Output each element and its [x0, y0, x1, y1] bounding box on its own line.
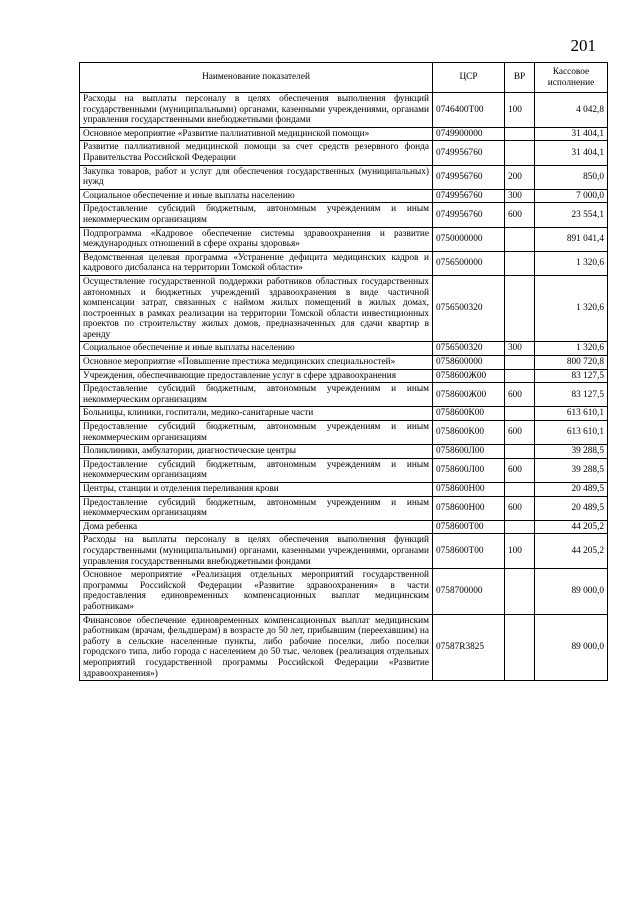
row-amount-cell: 891 041,4 [535, 227, 608, 251]
row-amount-cell: 89 000,0 [535, 569, 608, 614]
row-name-cell: Предоставление субсидий бюджетным, автономным учреждениям и иным некоммерческим организациям [80, 203, 433, 227]
row-vr-cell: 600 [505, 496, 535, 520]
table-row [80, 614, 608, 681]
row-name-cell: Больницы, клиники, госпитали, медико-санитарные части [80, 407, 433, 421]
row-csr-cell: 0749956760 [433, 189, 505, 203]
row-name-cell: Социальное обеспечение и иные выплаты населению [80, 342, 433, 356]
table-row [80, 127, 608, 141]
row-csr-cell: 0758600К00 [433, 421, 505, 445]
row-amount-cell: 7 000,0 [535, 189, 608, 203]
row-csr-cell: 0756500000 [433, 251, 505, 275]
row-csr-cell: 0746400Т00 [433, 93, 505, 128]
table-row [80, 445, 608, 459]
table-row [80, 165, 608, 189]
row-csr-cell: 0758600Л00 [433, 445, 505, 459]
row-amount-cell: 613 610,1 [535, 407, 608, 421]
row-name-cell: Предоставление субсидий бюджетным, автономным учреждениям и иным некоммерческим организациям [80, 421, 433, 445]
row-vr-cell [505, 356, 535, 370]
row-csr-cell: 0758600Т00 [433, 520, 505, 534]
table-row [80, 275, 608, 342]
table-row [80, 189, 608, 203]
table-row [80, 458, 608, 482]
row-amount-cell: 20 489,5 [535, 483, 608, 497]
row-vr-cell: 300 [505, 189, 535, 203]
row-csr-cell: 0749956760 [433, 203, 505, 227]
row-amount-cell: 83 127,5 [535, 369, 608, 383]
row-csr-cell: 0750000000 [433, 227, 505, 251]
row-name-cell: Финансовое обеспечение единовременных компенсационных выплат медицинским работникам (врачам, фельдшерам) в возрасте до 50 лет, прибывшим (переехавшим) на работу в сельские населенные пункты, либо рабочие поселки, либо поселки городского типа, либо города с населением до 50 тыс. человек (реализация отдельных мероприятий государственной программы Российской Федерации «Развитие здравоохранения») [80, 614, 433, 681]
table-row [80, 342, 608, 356]
row-vr-cell: 100 [505, 93, 535, 128]
row-amount-cell: 31 404,1 [535, 127, 608, 141]
row-amount-cell: 31 404,1 [535, 141, 608, 165]
row-name-cell: Закупка товаров, работ и услуг для обеспечения государственных (муниципальных) нужд [80, 165, 433, 189]
row-amount-cell: 613 610,1 [535, 421, 608, 445]
row-csr-cell: 0756500320 [433, 342, 505, 356]
row-csr-cell: 0749900000 [433, 127, 505, 141]
row-amount-cell: 44 205,2 [535, 520, 608, 534]
table-row [80, 383, 608, 407]
budget-execution-table [79, 62, 608, 681]
header-csr: ЦСР [433, 63, 505, 93]
table-row [80, 251, 608, 275]
header-vr: ВР [505, 63, 535, 93]
row-amount-cell: 83 127,5 [535, 383, 608, 407]
row-vr-cell: 300 [505, 342, 535, 356]
table-row [80, 356, 608, 370]
row-amount-cell: 39 288,5 [535, 458, 608, 482]
row-vr-cell [505, 614, 535, 681]
table-row [80, 483, 608, 497]
row-amount-cell: 89 000,0 [535, 614, 608, 681]
row-csr-cell: 0758600Л00 [433, 458, 505, 482]
row-csr-cell: 0758600Т00 [433, 534, 505, 569]
row-vr-cell [505, 445, 535, 459]
row-vr-cell [505, 483, 535, 497]
row-amount-cell: 4 042,8 [535, 93, 608, 128]
row-csr-cell: 0758600Н00 [433, 483, 505, 497]
row-name-cell: Основное мероприятие «Развитие паллиативной медицинской помощи» [80, 127, 433, 141]
header-amount: Кассовое исполнение [535, 63, 608, 93]
table-row [80, 227, 608, 251]
row-vr-cell [505, 141, 535, 165]
row-vr-cell [505, 127, 535, 141]
header-name: Наименование показателей [80, 63, 433, 93]
table-body [80, 93, 608, 681]
row-amount-cell: 39 288,5 [535, 445, 608, 459]
table-row [80, 520, 608, 534]
row-name-cell: Учреждения, обеспечивающие предоставление услуг в сфере здравоохранения [80, 369, 433, 383]
table-row [80, 203, 608, 227]
row-vr-cell: 600 [505, 203, 535, 227]
row-amount-cell: 1 320,6 [535, 275, 608, 342]
table-row [80, 93, 608, 128]
row-csr-cell: 0758600Ж00 [433, 369, 505, 383]
row-vr-cell: 100 [505, 534, 535, 569]
table-row [80, 569, 608, 614]
row-amount-cell: 1 320,6 [535, 342, 608, 356]
table-row [80, 141, 608, 165]
row-name-cell: Предоставление субсидий бюджетным, автономным учреждениям и иным некоммерческим организациям [80, 458, 433, 482]
row-amount-cell: 20 489,5 [535, 496, 608, 520]
row-csr-cell: 0758700000 [433, 569, 505, 614]
row-vr-cell: 600 [505, 458, 535, 482]
row-name-cell: Расходы на выплаты персоналу в целях обеспечения выполнения функций государственными (муниципальными) органами, казенными учреждениями, органами управления государственными внебюджетными фондами [80, 93, 433, 128]
row-name-cell: Осуществление государственной поддержки работников областных государственных автономных и бюджетных учреждений здравоохранения в виде частичной компенсации затрат, связанных с наймом жилых помещений в жилых домах, построенных в рамках реализации на территории Томской области инвестиционных проектов по строительству жилых домов, предназначенных для сдачи квартир в аренду [80, 275, 433, 342]
row-csr-cell: 0749956760 [433, 165, 505, 189]
row-vr-cell [505, 407, 535, 421]
table-row [80, 421, 608, 445]
row-name-cell: Центры, станции и отделения переливания крови [80, 483, 433, 497]
row-name-cell: Поликлиники, амбулатории, диагностические центры [80, 445, 433, 459]
row-amount-cell: 1 320,6 [535, 251, 608, 275]
row-name-cell: Дома ребенка [80, 520, 433, 534]
row-vr-cell [505, 369, 535, 383]
row-vr-cell: 600 [505, 383, 535, 407]
row-csr-cell: 0758600Ж00 [433, 383, 505, 407]
row-csr-cell: 07587R3825 [433, 614, 505, 681]
row-amount-cell: 44 205,2 [535, 534, 608, 569]
row-csr-cell: 0749956760 [433, 141, 505, 165]
row-vr-cell [505, 520, 535, 534]
table-row [80, 407, 608, 421]
row-vr-cell [505, 569, 535, 614]
table-row [80, 534, 608, 569]
row-amount-cell: 850,0 [535, 165, 608, 189]
table-row [80, 369, 608, 383]
row-name-cell: Предоставление субсидий бюджетным, автономным учреждениям и иным некоммерческим организациям [80, 383, 433, 407]
row-vr-cell [505, 251, 535, 275]
row-name-cell: Подпрограмма «Кадровое обеспечение системы здравоохранения и развитие международных отношений в сфере охраны здоровья» [80, 227, 433, 251]
row-name-cell: Развитие паллиативной медицинской помощи за счет средств резервного фонда Правительства Российской Федерации [80, 141, 433, 165]
row-amount-cell: 800 720,8 [535, 356, 608, 370]
row-name-cell: Расходы на выплаты персоналу в целях обеспечения выполнения функций государственными (муниципальными) органами, казенными учреждениями, органами управления государственными внебюджетными фондами [80, 534, 433, 569]
row-name-cell: Ведомственная целевая программа «Устранение дефицита медицинских кадров и кадрового дисбаланса на территории Томской области» [80, 251, 433, 275]
row-csr-cell: 0758600К00 [433, 407, 505, 421]
table-header-row [80, 63, 608, 93]
row-vr-cell [505, 275, 535, 342]
row-csr-cell: 0756500320 [433, 275, 505, 342]
row-name-cell: Основное мероприятие «Повышение престижа медицинских специальностей» [80, 356, 433, 370]
row-vr-cell [505, 227, 535, 251]
page-number: 201 [570, 36, 596, 55]
row-name-cell: Социальное обеспечение и иные выплаты населению [80, 189, 433, 203]
row-name-cell: Основное мероприятие «Реализация отдельных мероприятий государственной программы Российской Федерации «Развитие здравоохранения» в части предоставления единовременных компенсационных выплат медицинским работникам» [80, 569, 433, 614]
table-row [80, 496, 608, 520]
row-vr-cell: 600 [505, 421, 535, 445]
row-amount-cell: 23 554,1 [535, 203, 608, 227]
row-csr-cell: 0758600Н00 [433, 496, 505, 520]
row-csr-cell: 0758600000 [433, 356, 505, 370]
row-vr-cell: 200 [505, 165, 535, 189]
row-name-cell: Предоставление субсидий бюджетным, автономным учреждениям и иным некоммерческим организациям [80, 496, 433, 520]
